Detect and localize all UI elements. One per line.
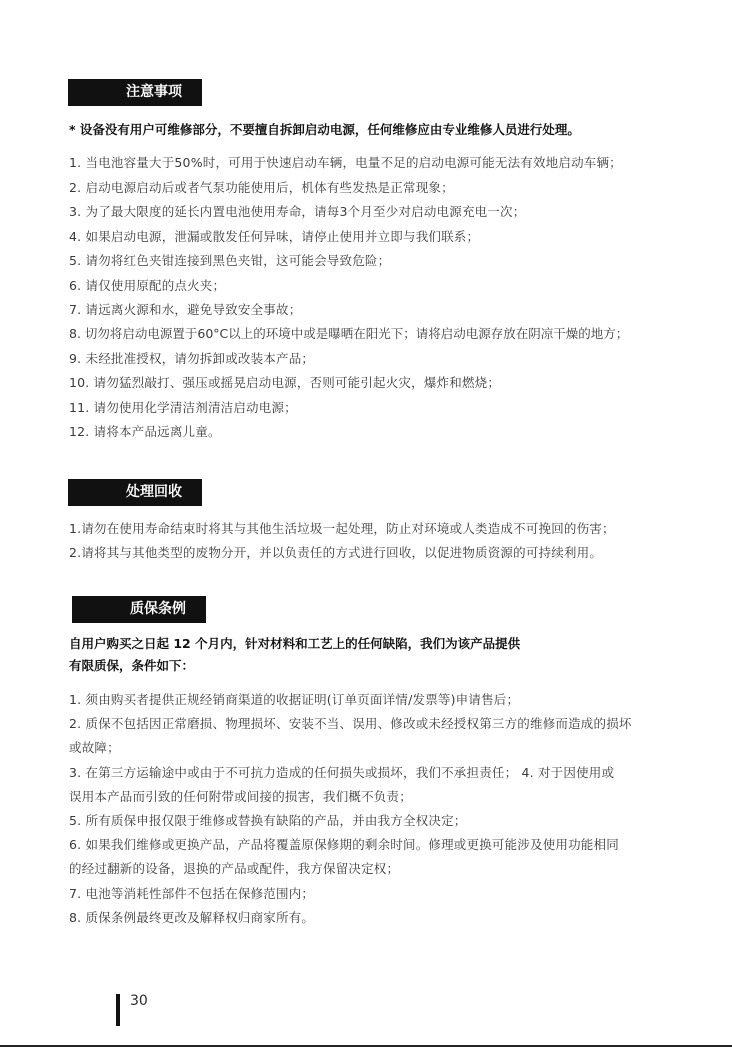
warranty-line-3: 或故障； (69, 740, 120, 755)
notice-item-3: 3. 为了最大限度的延长内置电池使用寿命，请每3个月至少对启动电源充电一次； (69, 204, 526, 219)
warranty-line-1: 1. 须由购买者提供正规经销商渠道的收据证明(订单页面详情/发票等)申请售后； (69, 692, 520, 707)
notice-item-4: 4. 如果启动电源，泄漏或散发任何异味，请停止使用并立即与我们联系； (69, 229, 480, 244)
warranty-line-10: 8. 质保条例最终更改及解释权归商家所有。 (69, 910, 315, 925)
disposal-section-header (68, 479, 202, 506)
notice-item-5: 5. 请勿将红色夹钳连接到黑色夹钳，这可能会导致危险； (69, 253, 391, 268)
warranty-section-title: 质保条例 (130, 601, 186, 617)
warranty-section-header (72, 596, 206, 623)
warranty-line-9: 7. 电池等消耗性部件不包括在保修范围内； (69, 886, 315, 901)
warranty-line-6: 5. 所有质保申报仅限于维修或替换有缺陷的产品，并由我方全权决定； (69, 813, 467, 828)
notice-item-12: 12. 请将本产品远离儿童。 (69, 424, 221, 439)
warranty-line-2: 2. 质保不包括因正常磨损、物理损坏、安装不当、误用、修改或未经授权第三方的维修而造成的损坏 (69, 716, 632, 731)
warranty-line-8: 的经过翻新的设备，退换的产品或配件，我方保留决定权； (69, 861, 400, 876)
notice-item-10: 10. 请勿猛烈敲打、强压或摇晃启动电源，否则可能引起火灾，爆炸和燃烧； (69, 375, 501, 390)
warranty-line-7: 6. 如果我们维修或更换产品，产品将覆盖原保修期的剩余时间。修理或更换可能涉及使用功能相同 (69, 837, 619, 852)
warranty-intro-line-2: 有限质保，条件如下： (69, 658, 195, 673)
warranty-line-5: 误用本产品而引致的任何附带或间接的损害，我们概不负责； (69, 789, 412, 804)
disposal-item-1: 1.请勿在使用寿命结束时将其与其他生活垃圾一起处理，防止对环境或人类造成不可挽回的伤害； (69, 521, 615, 536)
page-number-bar (116, 994, 120, 1026)
disposal-item-2: 2.请将其与其他类型的废物分开，并以负责任的方式进行回收，以促进物质资源的可持续利用。 (69, 545, 603, 560)
notice-item-11: 11. 请勿使用化学清洁剂清洁启动电源； (69, 400, 297, 415)
notice-section-title: 注意事项 (126, 84, 182, 100)
notice-warning: * 设备没有用户可维修部分，不要擅自拆卸启动电源，任何维修应由专业维修人员进行处理。 (69, 122, 580, 137)
notice-item-7: 7. 请远离火源和水，避免导致安全事故； (69, 302, 302, 317)
notice-item-9: 9. 未经批准授权，请勿拆卸或改装本产品； (69, 351, 315, 366)
notice-item-1: 1. 当电池容量大于50%时，可用于快速启动车辆，电量不足的启动电源可能无法有效地启动车辆； (69, 155, 622, 170)
page-number: 30 (130, 993, 148, 1009)
notice-item-2: 2. 启动电源启动后或者气泵功能使用后，机体有些发热是正常现象； (69, 180, 454, 195)
notice-item-8: 8. 切勿将启动电源置于60°C以上的环境中或是曝晒在阳光下；请将启动电源存放在阴凉干燥的地方； (69, 326, 629, 341)
warranty-line-4: 3. 在第三方运输途中或由于不可抗力造成的任何损失或损坏，我们不承担责任； 4. 对于因使用或 (69, 765, 615, 780)
notice-section-header (68, 79, 202, 106)
warranty-intro-line-1: 自用户购买之日起 12 个月内，针对材料和工艺上的任何缺陷，我们为该产品提供 (69, 636, 521, 651)
disposal-section-title: 处理回收 (126, 484, 182, 500)
notice-item-6: 6. 请仅使用原配的点火夹； (69, 278, 226, 293)
